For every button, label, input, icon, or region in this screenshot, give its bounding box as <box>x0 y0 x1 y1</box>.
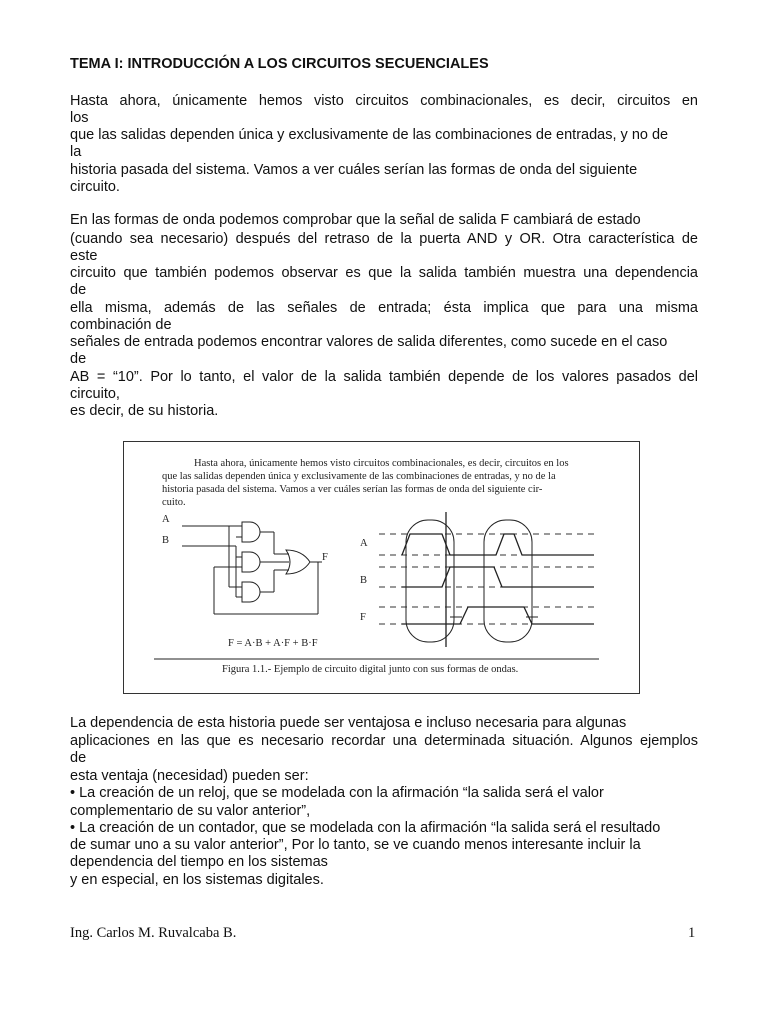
input-label-a: A <box>162 514 170 525</box>
wave-label-b: B <box>360 575 368 586</box>
boolean-equation: F = A·B + A·F + B·F <box>228 638 318 649</box>
para2-line: AB = “10”. Por lo tanto, el valor de la salida también depende de los valores pasados del <box>70 369 698 385</box>
page-title: TEMA I: INTRODUCCIÓN A LOS CIRCUITOS SECUENCIALES <box>70 56 489 72</box>
figure-text-line: Hasta ahora, únicamente hemos visto circuitos combinacionales, es decir, circuitos en los <box>194 458 569 469</box>
input-label-b: B <box>162 535 170 546</box>
para3-line: de <box>70 750 87 766</box>
output-label-f: F <box>322 552 328 563</box>
wave-label-f: F <box>360 612 366 623</box>
para2-line: combinación de <box>70 317 172 333</box>
footer-author: Ing. Carlos M. Ruvalcaba B. <box>70 925 237 941</box>
para2-line: En las formas de onda podemos comprobar que la señal de salida F cambiará de estado <box>70 212 641 228</box>
figure-image <box>123 441 640 694</box>
figure-text-line: cuito. <box>162 497 186 508</box>
para1-line: circuito. <box>70 179 120 195</box>
para3-line: aplicaciones en las que es necesario recordar una determinada situación. Algunos ejemplos <box>70 733 698 749</box>
para3-line: dependencia del tiempo en los sistemas <box>70 854 328 870</box>
figure-caption: Figura 1.1.- Ejemplo de circuito digital junto con sus formas de ondas. <box>222 664 519 675</box>
para3-line: complementario de su valor anterior”, <box>70 803 311 819</box>
para2-line: circuito que también podemos observar es que la salida también muestra una dependencia <box>70 265 698 281</box>
para3-line: • La creación de un reloj, que se modelada con la afirmación “la salida será el valor <box>70 785 604 801</box>
para1-line: los <box>70 110 89 126</box>
figure-text-line: historia pasada del sistema. Vamos a ver cuáles serían las formas de onda del siguiente cir- <box>162 484 543 495</box>
para2-line: (cuando sea necesario) después del retraso de la puerta AND y OR. Otra característica de <box>70 231 698 247</box>
para3-line: de sumar uno a su valor anterior”, Por lo tanto, se ve cuando menos interesante incluir la <box>70 837 641 853</box>
para1-line: que las salidas dependen única y exclusivamente de las combinaciones de entradas, y no de <box>70 127 669 143</box>
para2-line: de <box>70 351 87 367</box>
para1-line: la <box>70 144 82 160</box>
circuit-and-waveform-diagram <box>124 442 641 695</box>
para3-line: La dependencia de esta historia puede ser ventajosa e incluso necesaria para algunas <box>70 715 627 731</box>
wave-label-a: A <box>360 538 368 549</box>
para2-line: este <box>70 248 98 264</box>
para3-line: esta ventaja (necesidad) pueden ser: <box>70 768 309 784</box>
para3-line: y en especial, en los sistemas digitales. <box>70 872 324 888</box>
para2-line: circuito, <box>70 386 120 402</box>
para1-line: Hasta ahora, únicamente hemos visto circuitos combinacionales, es decir, circuitos en <box>70 93 698 109</box>
para2-line: de <box>70 282 87 298</box>
para2-line: ella misma, además de las señales de entrada; ésta implica que para una misma <box>70 300 698 316</box>
para2-line: señales de entrada podemos encontrar valores de salida diferentes, como sucede en el caso <box>70 334 668 350</box>
figure-text-line: que las salidas dependen única y exclusivamente de las combinaciones de entradas, y no de la <box>162 471 556 482</box>
page-number: 1 <box>688 925 696 941</box>
para1-line: historia pasada del sistema. Vamos a ver cuáles serían las formas de onda del siguiente <box>70 162 638 178</box>
para3-line: • La creación de un contador, que se modelada con la afirmación “la salida será el resultado <box>70 820 661 836</box>
para2-line: es decir, de su historia. <box>70 403 219 419</box>
